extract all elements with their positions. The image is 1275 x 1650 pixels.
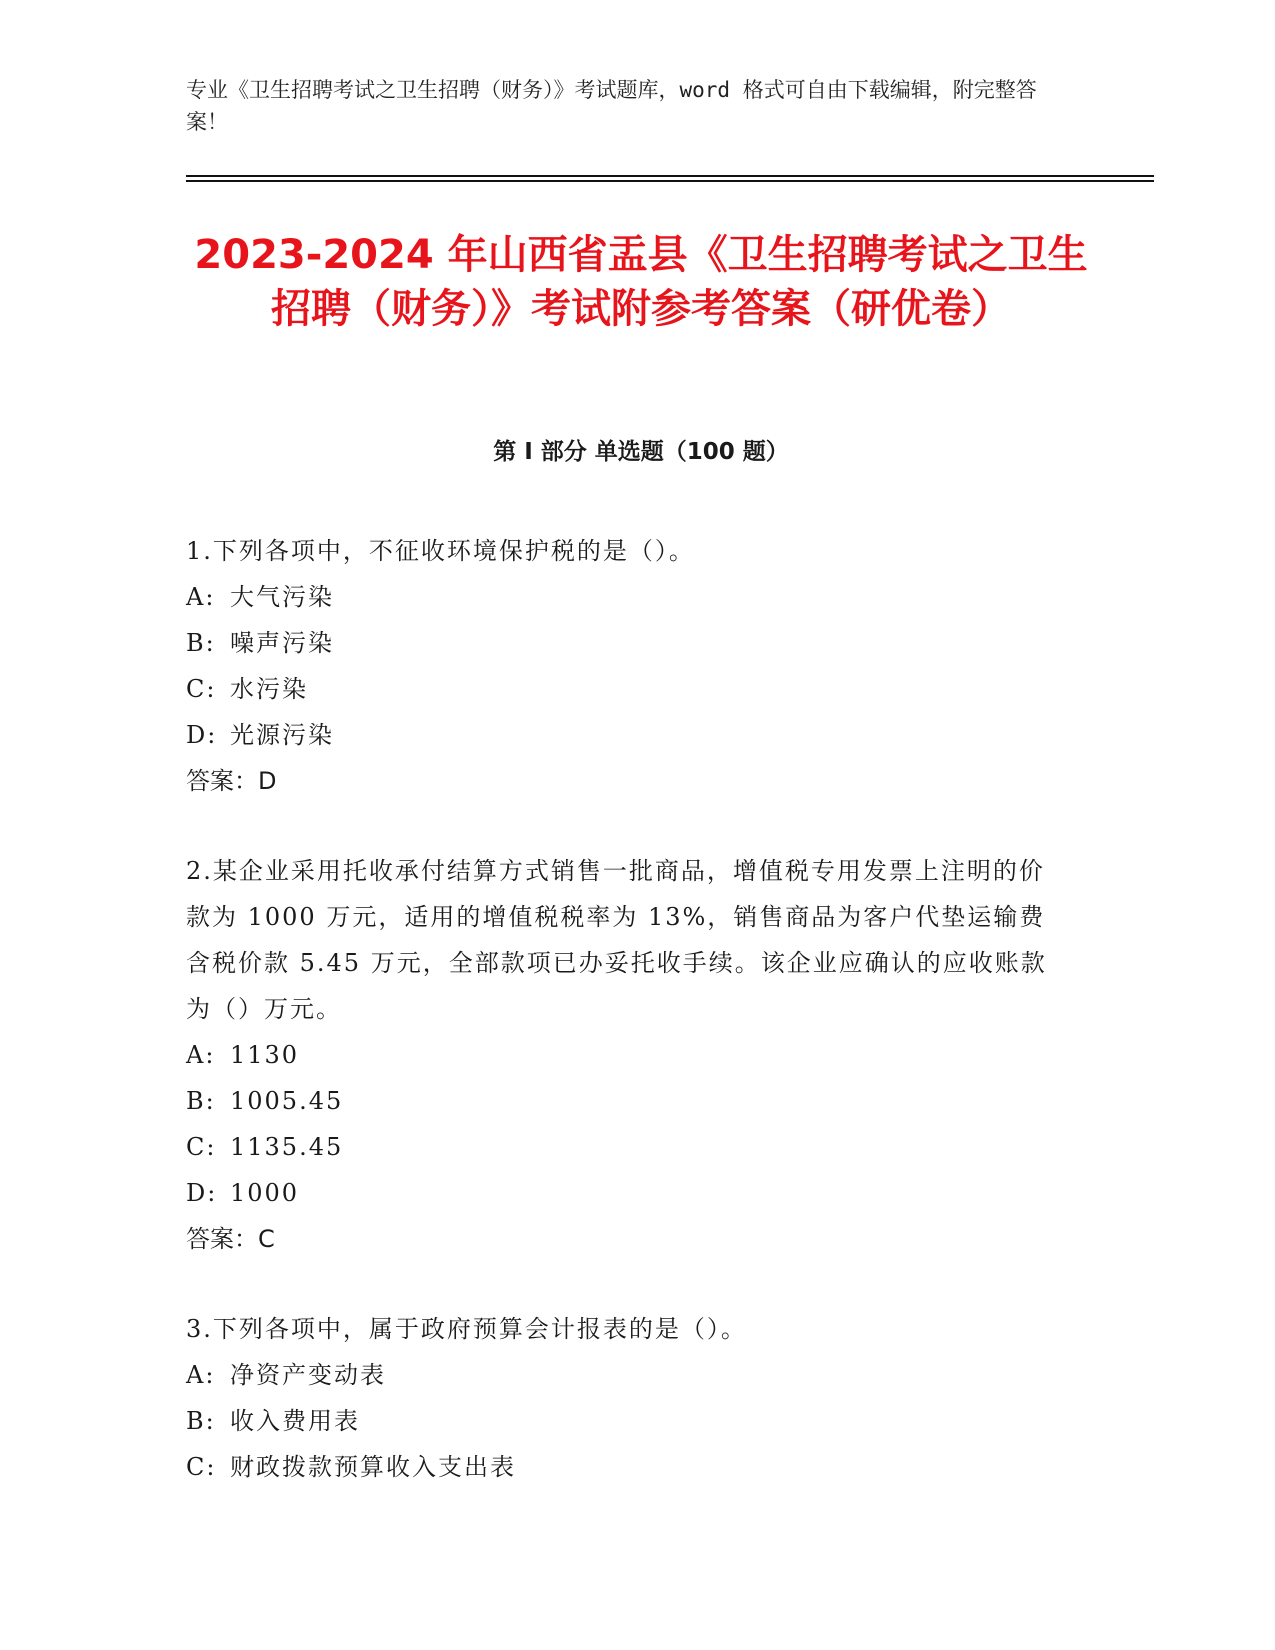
option-label: A: — [186, 1041, 216, 1069]
option-a — [186, 574, 1066, 620]
option-text: 净资产变动表 — [230, 1361, 386, 1389]
option-text: 财政拨款预算收入支出表 — [230, 1453, 516, 1481]
option-b — [186, 620, 1066, 666]
option-text: 噪声污染 — [230, 629, 334, 657]
answer: 答案：D — [186, 767, 277, 795]
option-text: 1005.45 — [230, 1087, 344, 1115]
option-text: 水污染 — [230, 675, 308, 703]
option-b — [186, 1078, 1066, 1124]
section-heading: 第 I 部分 单选题（100 题） — [493, 439, 789, 465]
option-text: 光源污染 — [230, 721, 334, 749]
option-a — [186, 1352, 1066, 1398]
header-note: 专业《卫生招聘考试之卫生招聘（财务）》考试题库，word 格式可自由下载编辑，附完整答案！ — [186, 78, 1037, 134]
option-label: B: — [186, 1407, 216, 1435]
question-stem: 1.下列各项中，不征收环境保护税的是（）。 — [186, 537, 695, 565]
option-d — [186, 712, 1066, 758]
header-divider-bottom — [186, 180, 1154, 182]
question-stem: 3.下列各项中，属于政府预算会计报表的是（）。 — [186, 1315, 747, 1343]
option-text: 1000 — [230, 1179, 300, 1207]
option-label: C: — [186, 1133, 217, 1161]
option-label: C: — [186, 1453, 217, 1481]
option-text: 1135.45 — [230, 1133, 344, 1161]
option-text: 1130 — [230, 1041, 300, 1069]
header-divider-top — [186, 175, 1154, 177]
question-list — [186, 528, 1066, 1534]
question-3 — [186, 1306, 1066, 1490]
question-2 — [186, 848, 1066, 1262]
option-text: 大气污染 — [230, 583, 334, 611]
option-b — [186, 1398, 1066, 1444]
document-title: 2023-2024 年山西省盂县《卫生招聘考试之卫生招聘（财务）》考试附参考答案（研优卷） — [194, 232, 1088, 332]
option-c — [186, 1444, 1066, 1490]
option-label: D: — [186, 721, 218, 749]
option-c — [186, 1124, 1066, 1170]
option-text: 收入费用表 — [230, 1407, 360, 1435]
question-stem: 2.某企业采用托收承付结算方式销售一批商品，增值税专用发票上注明的价款为 1000 万元，适用的增值税税率为 13%，销售商品为客户代垫运输费含税价款 5.45 万元，全部款项已办妥托收手续。该企业应确认的应收账款为（）万元。 — [186, 857, 1047, 1023]
option-label: C: — [186, 675, 217, 703]
option-label: D: — [186, 1179, 218, 1207]
option-c — [186, 666, 1066, 712]
option-label: A: — [186, 1361, 216, 1389]
answer: 答案：C — [186, 1225, 275, 1253]
option-label: B: — [186, 1087, 216, 1115]
option-label: B: — [186, 629, 216, 657]
option-d — [186, 1170, 1066, 1216]
question-1 — [186, 528, 1066, 804]
option-label: A: — [186, 583, 216, 611]
option-a — [186, 1032, 1066, 1078]
